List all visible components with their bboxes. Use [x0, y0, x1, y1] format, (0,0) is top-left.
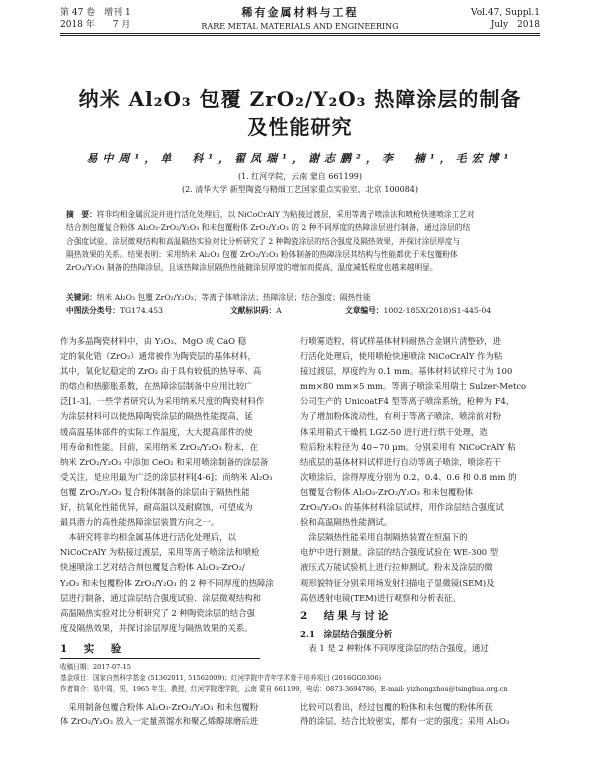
- body-line: 验和高温隔热性能测试。: [300, 517, 393, 528]
- body-line: 粒后粉末粒径为 40~70 μm。分别采用有 NiCoCrAlY 粘: [300, 441, 516, 452]
- body-line: 次喷涂后，涂得厚度分别为 0.2、0.4、0.6 和 0.8 mm 的: [300, 471, 517, 482]
- footnote-rule: [60, 658, 260, 659]
- journal-title-cn: 稀有金属材料与工程: [241, 6, 359, 19]
- affiliation-1: (1. 红河学院，云南 蒙自 661199): [237, 172, 363, 181]
- abstract-line: 隔热效果的关系。结果表明：采用纳米 Al₂O₃ 包覆 ZrO₂/Y₂O₃ 粉体制备的热障涂层其结构与性能都优于未包覆粉体: [66, 249, 458, 259]
- author-list: 易中周¹，单 科¹，翟凤瑞¹，谢志鹏²，李 楠¹，毛宏博¹: [86, 152, 514, 165]
- header-rule-inner: [60, 35, 540, 36]
- body-line: 行活化处理后，使用喷枪快速喷涂 NiCoCrAlY 作为粘: [300, 351, 503, 362]
- abstract-line: ZrO₂/Y₂O₃ 制备的热障涂层，且该热障涂层隔热性能随涂层厚度的增加而提高，温度减低程度也越来越明显。: [66, 263, 438, 273]
- body-line: 结底层的基体材料试样进行自动等离子喷涂，喷涂若干: [300, 456, 501, 467]
- body-line: 体采用箱式干燥机 LGZ-50 进行进行烘干处理，造: [300, 426, 488, 437]
- abstract-line: 结合剂包覆复合粉体 Al₂O₃-ZrO₂/Y₂O₃ 和未包覆粉体 ZrO₂/Y₂O₃ 的 2 种不同厚度的热障涂层进行制备，通过涂层的结: [66, 223, 471, 233]
- year-cn: 2018 年 7 月: [60, 20, 131, 30]
- body-line: 体 ZrO₂/Y₂O₃ 放入一定量蒸馏水和聚乙烯醇球磨后进: [60, 716, 259, 726]
- body-line: 度及隔热效果，并探讨涂层厚度与隔热效果的关系。: [60, 622, 253, 633]
- body-line: 包覆复合粉体 Al₂O₃-ZrO₂/Y₂O₃ 和未包覆粉体: [300, 486, 473, 497]
- body-line: 表 1 是 2 种粉体不同厚度涂层的结合强度，通过: [300, 643, 489, 653]
- body-line: 观形貌特征分别采用场发射扫描电子显微镜(SEM)及: [300, 577, 495, 588]
- body-line: 为涂层材料可以使热障陶瓷涂层的隔热性能提高，延: [60, 411, 253, 422]
- body-line: Y₂O₃ 和未包覆粉体 ZrO₂/Y₂O₃ 的 2 种不同厚度的热障涂: [60, 577, 274, 588]
- body-line: 电炉中进行测量。涂层的结合强度试验在 WE-300 型: [300, 547, 499, 558]
- body-line: 公司生产的 UnicoatF4 型等离子喷涂系统，枪种为 F4，: [300, 396, 515, 407]
- right-column-para-1: [300, 334, 538, 606]
- body-line: 高温隔热实验对比分析研究了 2 种陶瓷涂层的结合强: [60, 607, 255, 618]
- keywords-label: 关键词：: [66, 293, 97, 302]
- title-line-2: 及性能研究: [247, 115, 353, 139]
- body-line: NiCoCrAlY 为粘接过渡层，采用等离子喷涂法和喷枪: [60, 547, 260, 558]
- body-line: ZrO₂/Y₂O₃ 的基体材料涂层试样，用作涂层结合强度试: [300, 502, 504, 513]
- body-line: 得的涂层，结合比较密实，都有一定的强度；采用 Al₂O₃: [300, 716, 510, 726]
- body-line: 快速喷涂工艺对结合剂包覆复合粉体 Al₂O₃-ZrO₂/: [60, 562, 245, 573]
- abstract-line: 合强度试验、涂层微观结构和高温隔热实验对比分析研究了 2 种陶瓷涂层的结合强度及隔热效果，并探讨涂层厚度与: [66, 236, 461, 246]
- body-line: 受关注，是应用最为广泛的涂层材料[4-6]；而纳米 Al₂O₃: [60, 471, 273, 482]
- section-2-heading: 2 结果与讨论: [300, 610, 392, 622]
- right-column-sub: [300, 643, 538, 654]
- title-line-1: 纳米 Al₂O₃ 包覆 ZrO₂/Y₂O₃ 热障涂层的制备: [78, 87, 522, 111]
- body-line: 泛[1-3]。一些学者研究认为采用纳米尺度的陶瓷材料作: [60, 396, 265, 407]
- abstract: [66, 208, 536, 274]
- body-line: 好，抗氧化性能优异，耐高温以及耐腐蚀，可望成为: [60, 502, 253, 513]
- left-column-intro: [60, 334, 298, 636]
- keywords: [66, 291, 536, 304]
- body-line: 本研究将非均相金属基体进行活化处理后，以: [60, 532, 236, 543]
- section-1-body: [60, 700, 298, 728]
- body-line: 定的氧化锆（ZrO₂）通常被作为陶瓷层的基体材料，: [60, 351, 256, 362]
- abstract-line: 摘 要：将非均相金属沉淀并进行活化处理后，以 NiCoCrAlY 为粘接过渡层，采用等离子喷涂法和喷枪快速喷涂工艺对: [66, 210, 475, 219]
- abstract-label: 摘 要：: [66, 210, 97, 219]
- body-line: 接过渡层，厚度约为 0.1 mm。基体材料试样尺寸为 100: [300, 366, 513, 377]
- affiliation-2: (2. 清华大学 新型陶瓷与精细工艺国家重点实验室，北京 100084): [181, 185, 419, 194]
- body-line: 最具潜力的高性能热障涂层装置方向之一。: [60, 517, 220, 528]
- header-rule: [60, 33, 540, 34]
- footnote-funding: 基金项目：国家自然科学基金 (51362011, 51562009)；红河学院中青年学术骨干培养项目 (2016GG0306): [60, 674, 382, 682]
- clc-number: 中图法分类号：TG174.453: [66, 306, 163, 315]
- volume-en: Vol.47, Suppl.1: [471, 8, 540, 18]
- body-line: 液压式万能试验机上进行拉伸测试。粉末及涂层的微: [300, 562, 493, 573]
- body-line: 纳米 ZrO₂/Y₂O₃ 中添加 CeO₂ 和采用喷涂制备的涂层备: [60, 456, 269, 467]
- body-line: 用寿命和性能。目前，采用纳米 ZrO₂/Y₂O₃ 粉末，在: [60, 441, 259, 452]
- journal-title-en: RARE METAL MATERIALS AND ENGINEERING: [201, 22, 399, 31]
- article-number: 文章编号：1002-185X(2018)S1-445-04: [345, 306, 492, 315]
- date-en: July 2018: [490, 20, 540, 30]
- footnote-author: 作者简介：易中周，男，1965 年生，教授，红河学院理学院，云南 蒙自 661199，电话：0873-3694786，E-mail: yizhongzhou@tsinghua.org.cn: [60, 685, 508, 693]
- volume-cn: 第 47 卷 增刊 1: [60, 8, 131, 18]
- body-line: 作为多晶陶瓷材料中，由 Y₂O₃、MgO 或 CaO 稳: [60, 336, 247, 346]
- body-line: 缓高温基体部件的实际工作温度，大大提高部件的使: [60, 426, 253, 437]
- body-line: 行喷雾造粒，将试样基体材料耐热合金钢片清整砂，进: [300, 336, 501, 346]
- body-line: 采用制备包覆合粉体 Al₂O₃-ZrO₂/Y₂O₃ 和未包覆粉: [60, 702, 259, 712]
- body-line: 的熔点和热膨胀系数，在热障涂层制备中应用比较广: [60, 381, 253, 392]
- footnote-received: 收稿日期：2017-07-15: [60, 663, 131, 671]
- body-line: 为了增加粉体流动性，有利于等离子喷涂，喷涂前对粉: [300, 411, 501, 422]
- section-1-heading: 1 实 验: [60, 643, 125, 655]
- body-line: mm×80 mm×5 mm。等离子喷涂采用瑞士 Sulzer-Metco: [300, 381, 527, 392]
- subsection-2-1-heading: 2.1 涂层结合强度分析: [300, 630, 393, 640]
- body-line: 其中，氧化钇稳定的 ZrO₂ 由于具有较低的热导率、高: [60, 366, 262, 377]
- body-line: 高倍透射电镜(TEM)进行观察和分析表征。: [300, 592, 461, 603]
- body-line: 层进行制备，通过涂层结合强度试验、涂层微观结构和: [60, 592, 261, 603]
- body-line: 比较可以看出，经过包覆的粉体和未包覆的粉体所获: [300, 702, 493, 712]
- keywords-text: 纳米 Al₂O₃ 包覆 ZrO₂/Y₂O₃；等离子体喷涂法；热障涂层；结合强度；隔热性能: [96, 293, 371, 302]
- document-code: 文献标识码：A: [230, 306, 282, 315]
- body-line: 包覆 ZrO₂/Y₂O₃ 复合粉体制备的涂层由于隔热性能: [60, 486, 250, 497]
- body-line: 涂层隔热性能采用自制隔热装置在恒温下的: [300, 532, 468, 543]
- right-column-sub-rest: [300, 700, 538, 728]
